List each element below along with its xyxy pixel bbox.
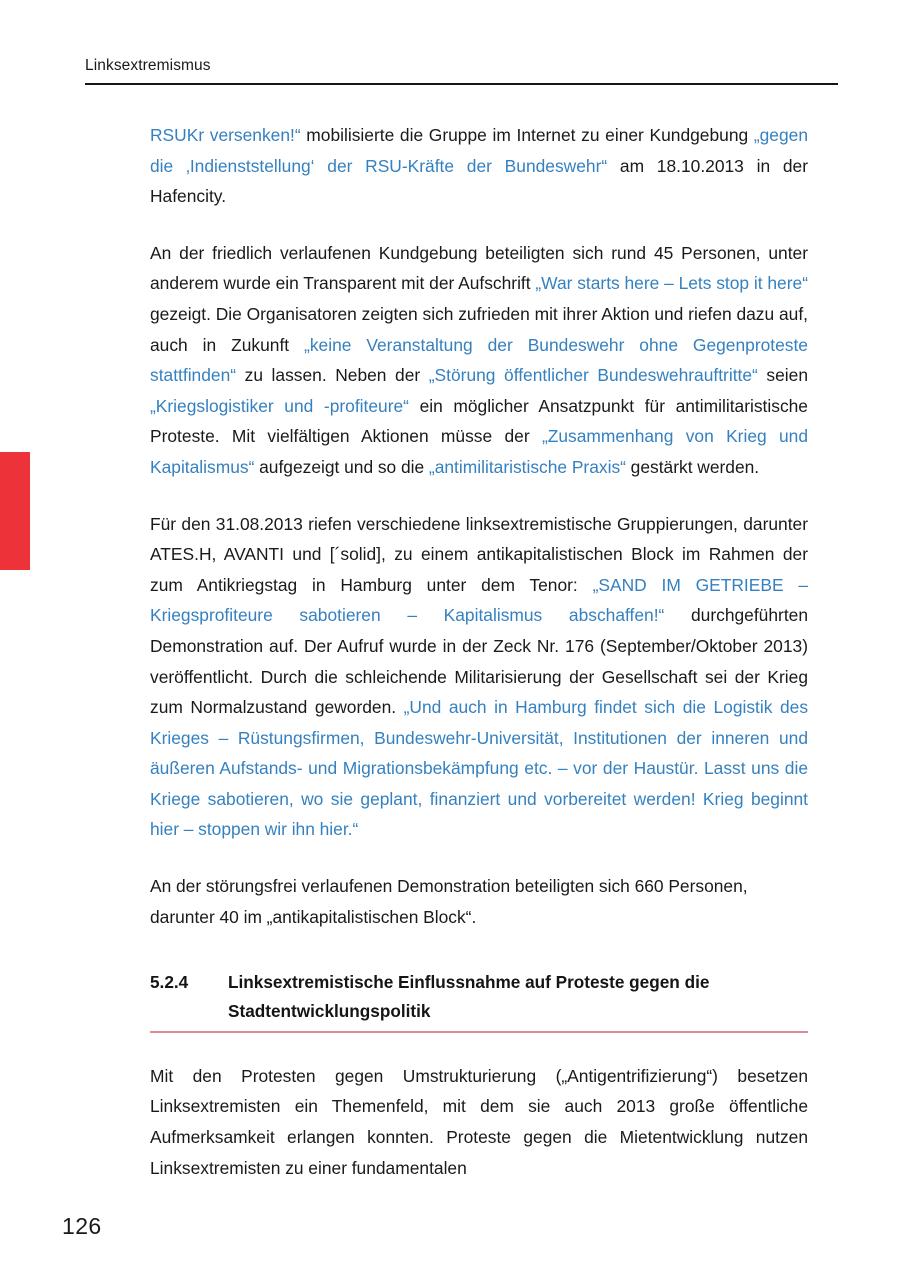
running-head <box>85 57 838 76</box>
running-head-label: Linksextremismus <box>85 57 211 74</box>
paragraph <box>150 1061 808 1183</box>
body-text-run: zu lassen. Neben der <box>236 365 429 386</box>
chapter-thumb-tab <box>0 452 30 570</box>
body-text-run: am 18.10.2013 in der Hafencity. <box>150 155 808 207</box>
body-text-run: gestärkt werden. <box>625 456 760 477</box>
quoted-passage: „gegen die ‚Indienststellung‘ der RSU-Kräfte der Bundeswehr“ <box>150 125 808 176</box>
paragraph <box>150 120 808 212</box>
page-number: 126 <box>62 1213 102 1239</box>
body-text-run: An der störungsfrei verlaufenen Demonstration beteiligten sich 660 Personen, darunter 40 im „antikapitalistischen Block“. <box>150 876 748 927</box>
quoted-passage: „War starts here – Lets stop it here“ <box>535 273 808 294</box>
body-text-run: mobilisierte die Gruppe im Internet zu einer Kundgebung <box>300 125 754 145</box>
quoted-passage: „Kriegslogistiker und -profiteure“ <box>150 395 409 416</box>
quoted-passage: „Zusammenhang von Krieg und Kapitalismus“ <box>150 426 808 477</box>
section-heading-rule <box>150 1031 808 1033</box>
paragraph <box>150 871 808 932</box>
body-text-run: Mit den Protesten gegen Umstrukturierung („Antigentrifizierung“) besetzen Linksextremisten ein Themenfeld, mit dem sie auch 2013 große öffentliche Aufmerksamkeit erlangen konnten. Proteste gegen die Mietentwicklung nutzen Linksextremisten zu einer fundamentalen <box>150 1065 808 1178</box>
body-text-column <box>150 120 808 1183</box>
body-text-run: Für den 31.08.2013 riefen verschiedene linksextremistische Gruppierungen, darunter ATES.H, AVANTI und [´solid], zu einem antikapitalistischen Block im Rahmen der zum Antikriegstag in Hamburg unter dem Tenor: <box>150 513 808 595</box>
body-text-run: gezeigt. Die Organisatoren zeigten sich zufrieden mit ihrer Aktion und riefen dazu auf, auch in Zukunft <box>150 303 808 355</box>
quoted-passage: „keine Veranstaltung der Bundeswehr ohne Gegenproteste stattfinden“ <box>150 334 808 386</box>
paragraph <box>150 238 808 483</box>
running-head-rule <box>85 83 838 85</box>
section-title: Linksextremistische Einflussnahme auf Proteste gegen die Stadtentwicklungspolitik <box>228 972 710 1022</box>
quoted-passage: RSUKr versenken!“ <box>150 125 301 145</box>
body-text-run: An der friedlich verlaufenen Kundgebung beteiligten sich rund 45 Personen, unter anderem wurde ein Transparent mit der Aufschrift <box>150 242 808 294</box>
body-text-run: seien <box>757 365 808 386</box>
section-heading <box>150 968 808 1026</box>
body-text-run: durchgeführten Demonstration auf. Der Aufruf wurde in der Zeck Nr. 176 (September/Oktober 2013) veröffentlicht. Durch die schleichende Militarisierung der Gesellschaft sei der Krieg zum Normalzustand geworden. <box>150 605 808 718</box>
quoted-passage: „antimilitaristische Praxis“ <box>428 456 626 477</box>
body-text-run: ein möglicher Ansatzpunkt für antimilitaristische Proteste. Mit vielfältigen Aktionen müsse der <box>150 395 808 447</box>
quoted-passage: „SAND IM GETRIEBE – Kriegsprofiteure sabotieren – Kapitalismus abschaffen!“ <box>150 574 809 626</box>
section-number: 5.2.4 <box>150 972 189 993</box>
quoted-passage: „Störung öffentlicher Bundeswehrauftritte“ <box>428 365 758 386</box>
quoted-passage: „Und auch in Hamburg findet sich die Logistik des Krieges – Rüstungsfirmen, Bundeswehr-Universität, Institutionen der inneren und äußeren Aufstands- und Migrationsbekämpfung etc. – vor der Haustür. Lasst uns die Kriege sabotieren, wo sie geplant, finanziert und vorbereitet werden! Krieg beginnt hier – stoppen wir ihn hier.“ <box>150 697 809 840</box>
body-text-run: aufgezeigt und so die <box>254 456 429 477</box>
paragraph <box>150 509 808 846</box>
